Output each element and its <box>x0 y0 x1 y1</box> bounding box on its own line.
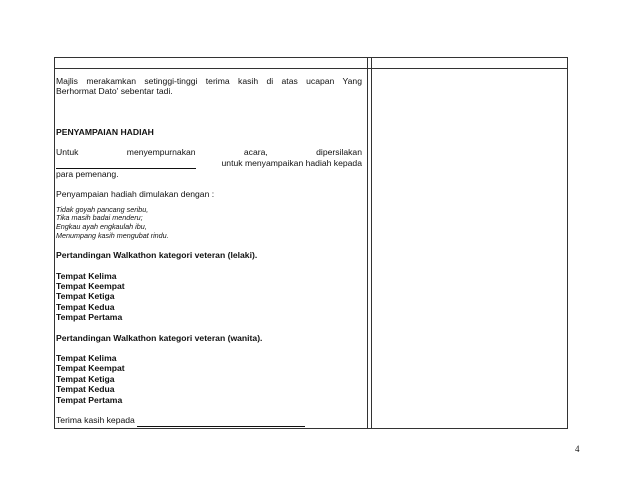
pantun-line: Tidak goyah pancang seribu, <box>56 204 149 214</box>
thanks-line <box>56 415 362 426</box>
place-item: Tempat Kedua <box>56 301 115 312</box>
word: menyempurnakan <box>126 147 196 158</box>
places-women <box>56 353 362 405</box>
pantun-line: Engkau ayah engkaulah ibu, <box>56 222 147 232</box>
thanks-text: Terima kasih kepada <box>56 415 135 426</box>
untuk-line-1 <box>56 147 362 157</box>
pantun-line: Tika masih badai menderu; <box>56 213 143 223</box>
intro-line-1: Majlis merakamkan setinggi-tinggi terima kasih di atas ucapan Yang <box>56 76 362 86</box>
intro-line-2: Berhormat Dato' sebentar tadi. <box>56 86 173 97</box>
table-header-rule <box>55 68 567 69</box>
place-item: Tempat Kelima <box>56 353 117 364</box>
pantun-line: Menumpang kasih mengubat rindu. <box>56 230 169 240</box>
column-divider <box>367 58 368 428</box>
place-item: Tempat Ketiga <box>56 291 115 302</box>
places-men <box>56 271 362 323</box>
place-item: Tempat Pertama <box>56 394 123 405</box>
category-men: Pertandingan Walkathon kategori veteran (lelaki). <box>56 250 258 261</box>
word: dipersilakan <box>316 147 362 158</box>
place-item: Tempat Keempat <box>56 281 125 292</box>
place-item: Tempat Kelima <box>56 270 117 281</box>
column-divider-inner <box>371 58 372 428</box>
word: acara, <box>243 147 268 158</box>
blank-line <box>56 158 196 169</box>
section-title: PENYAMPAIAN HADIAH <box>56 126 154 137</box>
place-item: Tempat Kedua <box>56 384 115 395</box>
place-item: Tempat Keempat <box>56 363 125 374</box>
category-women: Pertandingan Walkathon kategori veteran (wanita). <box>56 332 263 343</box>
pre-poem: Penyampaian hadiah dimulakan dengan : <box>56 189 215 200</box>
place-item: Tempat Ketiga <box>56 373 115 384</box>
untuk-tail: untuk menyampaikan hadiah kepada <box>221 157 362 168</box>
pantun <box>56 206 362 240</box>
blank-line <box>137 415 305 426</box>
place-item: Tempat Pertama <box>56 312 123 323</box>
script-text <box>56 76 362 427</box>
untuk-line-3: para pemenang. <box>56 169 119 180</box>
word: Untuk <box>56 147 79 158</box>
page-number: 4 <box>575 444 580 454</box>
untuk-line-2 <box>56 158 362 169</box>
